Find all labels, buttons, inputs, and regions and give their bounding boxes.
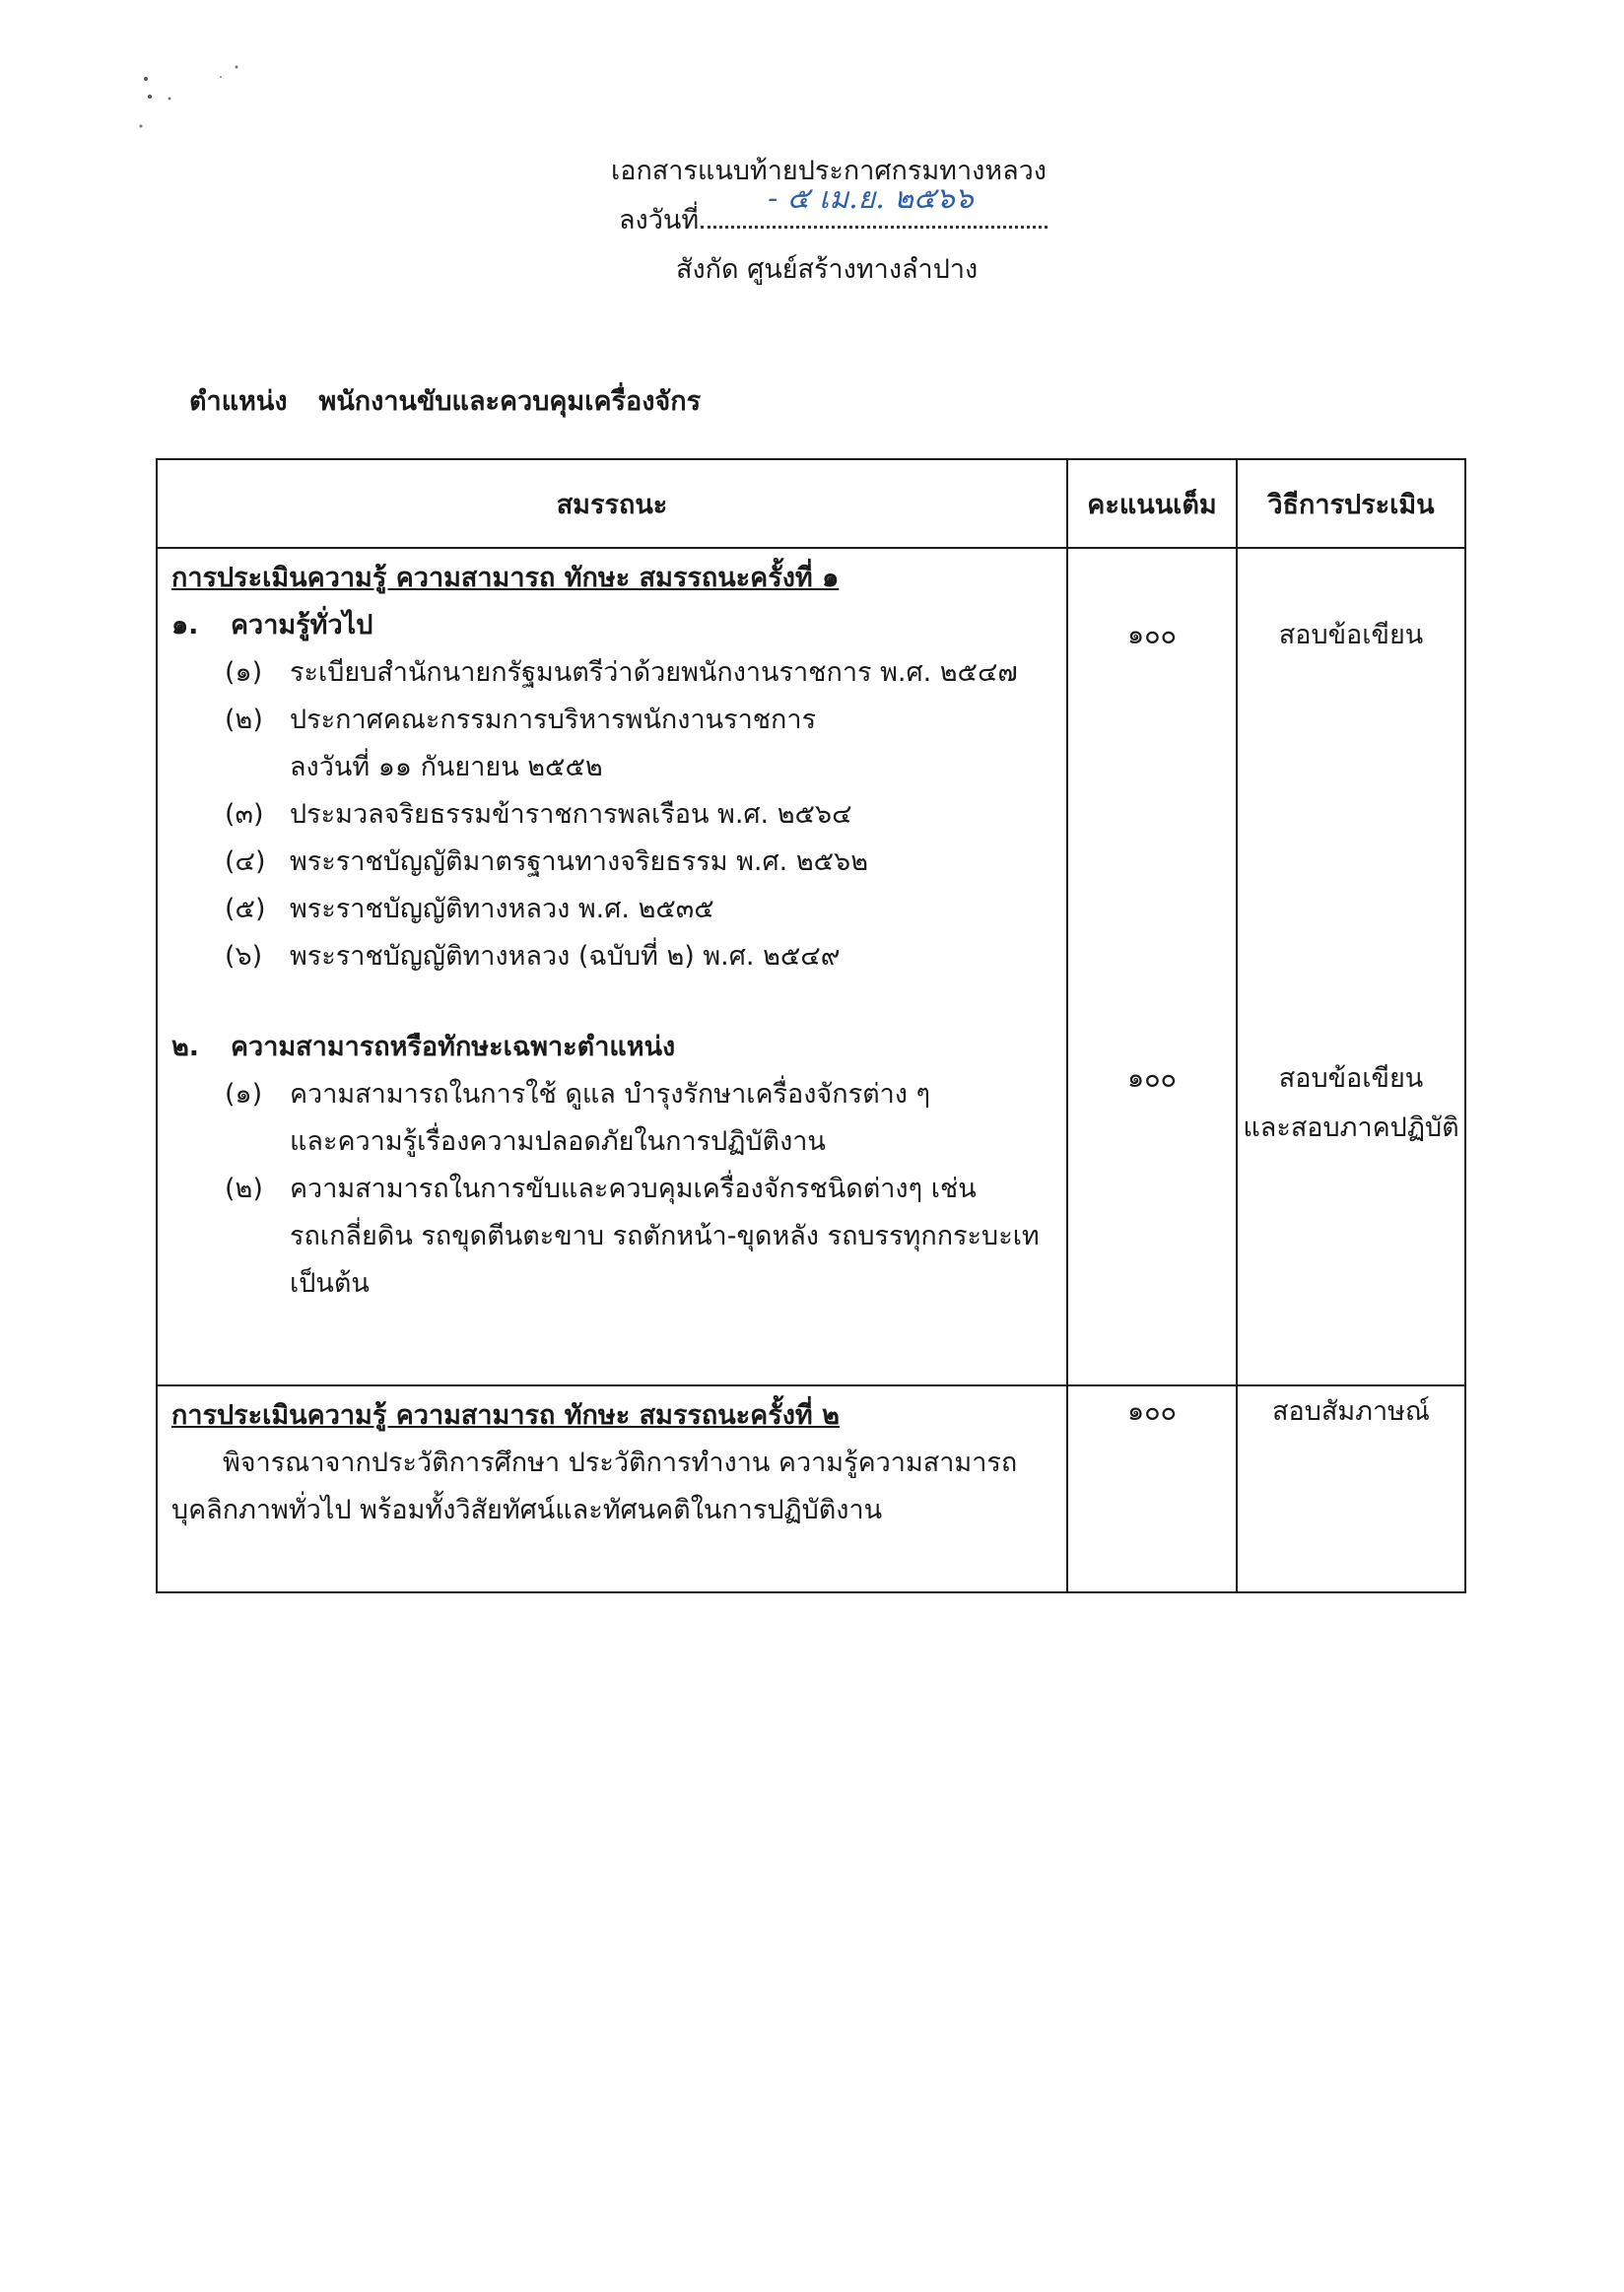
header-competency: สมรรถนะ <box>157 459 1067 548</box>
dated-line <box>619 181 1048 243</box>
dated-label: ลงวันที่ <box>619 205 700 236</box>
section2-title <box>171 1024 1056 1071</box>
round1-title: การประเมินความรู้ ความสามารถ ทักษะ สมรรถนะครั้งที่ ๑ <box>171 563 840 593</box>
position-label: ตำแหน่ง <box>189 386 288 417</box>
section1-title <box>171 602 1056 649</box>
round2-score: ๑๐๐ <box>1126 1396 1178 1427</box>
round1-row <box>157 548 1465 1385</box>
list-item-text: รถเกลี่ยดิน รถขุดตีนตะขาบ รถตักหน้า-ขุดหลัง รถบรรทุกกระบะเท <box>290 1221 1040 1251</box>
list-item <box>171 839 1056 886</box>
attachment-title: เอกสารแนบท้ายประกาศกรมทางหลวง <box>611 156 1047 186</box>
round2-row <box>157 1385 1465 1592</box>
list-item-text: และความรู้เรื่องความปลอดภัยในการปฏิบัติงาน <box>290 1126 826 1157</box>
round1-competency-cell <box>157 548 1067 1385</box>
section1-score: ๑๐๐ <box>1126 620 1178 650</box>
list-item-text: ประกาศคณะกรรมการบริหารพนักงานราชการ <box>290 705 817 735</box>
round1-score-cell <box>1067 548 1237 1385</box>
position-heading <box>189 379 701 422</box>
round1-method-cell <box>1237 548 1465 1385</box>
header-method: วิธีการประเมิน <box>1237 459 1465 548</box>
section-spacer <box>171 980 1056 1024</box>
list-item-index: (๔) <box>225 846 266 877</box>
list-item-text: พระราชบัญญัติทางหลวง (ฉบับที่ ๒) พ.ศ. ๒๕๔๙ <box>290 941 841 972</box>
header-score: คะแนนเต็ม <box>1067 459 1237 548</box>
list-item-text: เป็นต้น <box>290 1268 370 1299</box>
list-item-index: (๕) <box>225 894 266 924</box>
section1-number: ๑. <box>171 610 199 640</box>
list-item-text: พระราชบัญญัติมาตรฐานทางจริยธรรม พ.ศ. ๒๕๖๒ <box>290 846 868 877</box>
list-item <box>171 791 1056 839</box>
list-item-text: ระเบียบสำนักนายกรัฐมนตรีว่าด้วยพนักงานราชการ พ.ศ. ๒๕๔๗ <box>290 657 1018 688</box>
scan-specks <box>138 59 256 138</box>
list-item <box>171 697 1056 791</box>
list-item <box>171 1071 1056 1166</box>
round2-method-cell <box>1237 1385 1465 1592</box>
table-header-row <box>157 459 1465 548</box>
list-item-text: ความสามารถในการใช้ ดูแล บำรุงรักษาเครื่องจักรต่าง ๆ <box>290 1079 931 1110</box>
list-item-index: (๒) <box>225 705 263 735</box>
list-item-index: (๑) <box>225 1079 263 1110</box>
handwritten-date: - ๕ เม.ย. ๒๕๖๖ <box>768 181 974 216</box>
list-item <box>171 933 1056 980</box>
round2-score-cell <box>1067 1385 1237 1592</box>
section2-score: ๑๐๐ <box>1126 1063 1178 1094</box>
list-item-text: พระราชบัญญัติทางหลวง พ.ศ. ๒๕๓๕ <box>290 894 714 924</box>
round2-text-line1: พิจารณาจากประวัติการศึกษา ประวัติการทำงาน ความรู้ความสามารถ <box>223 1448 1018 1478</box>
list-item <box>171 1166 1056 1308</box>
section1-label: ความรู้ทั่วไป <box>231 610 373 640</box>
affiliation-line: สังกัด ศูนย์สร้างทางลำปาง <box>676 254 979 285</box>
position-value: พนักงานขับและควบคุมเครื่องจักร <box>318 386 702 417</box>
round2-text-line2: บุคลิกภาพทั่วไป พร้อมทั้งวิสัยทัศน์และทัศนคติในการปฏิบัติงาน <box>171 1495 883 1525</box>
section2-label: ความสามารถหรือทักษะเฉพาะตำแหน่ง <box>231 1032 676 1062</box>
section1-method: สอบข้อเขียน <box>1278 620 1424 650</box>
list-item-index: (๖) <box>225 941 263 972</box>
round2-competency-cell <box>157 1385 1067 1592</box>
list-item-text: ประมวลจริยธรรมข้าราชการพลเรือน พ.ศ. ๒๕๖๔ <box>290 799 852 830</box>
list-item-index: (๓) <box>225 799 264 830</box>
section2-method-line1: สอบข้อเขียน <box>1278 1063 1424 1094</box>
section2-method-line2: และสอบภาคปฏิบัติ <box>1243 1112 1459 1143</box>
dotted-fill-line <box>701 181 1048 229</box>
list-item <box>171 886 1056 933</box>
list-item-text: ลงวันที่ ๑๑ กันยายน ๒๕๕๒ <box>290 752 603 782</box>
list-item-text: ความสามารถในการขับและควบคุมเครื่องจักรชนิดต่างๆ เช่น <box>290 1174 977 1204</box>
list-item-index: (๑) <box>225 657 263 688</box>
evaluation-table <box>156 458 1466 1593</box>
list-item-index: (๒) <box>225 1174 263 1204</box>
round2-title: การประเมินความรู้ ความสามารถ ทักษะ สมรรถนะครั้งที่ ๒ <box>171 1400 840 1431</box>
round2-method: สอบสัมภาษณ์ <box>1272 1396 1430 1427</box>
section2-number: ๒. <box>171 1032 200 1062</box>
list-item <box>171 649 1056 697</box>
